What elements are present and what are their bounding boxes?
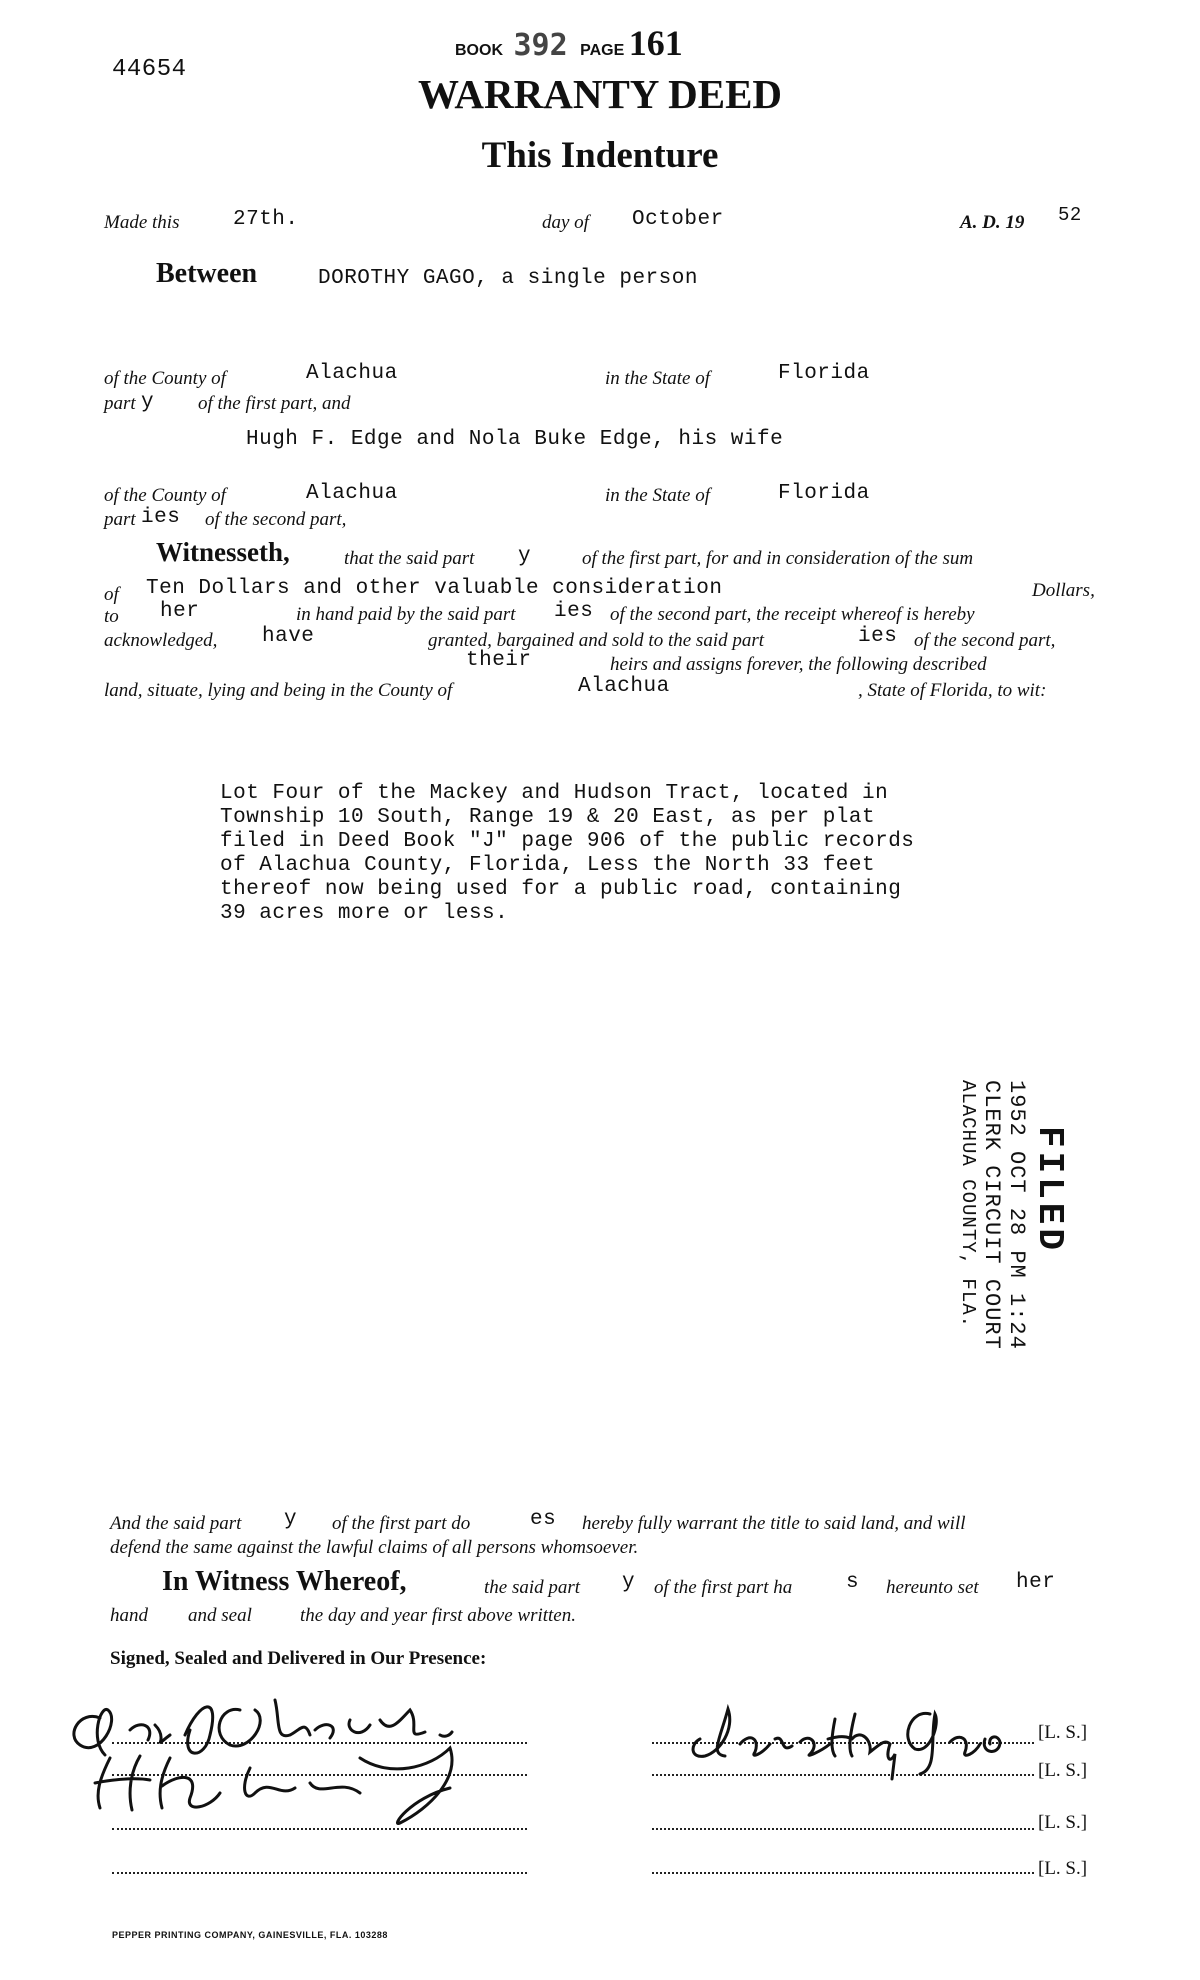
first-party-name: DOROTHY GAGO, a single person [318, 267, 698, 290]
party-label-1: part [104, 393, 136, 414]
ls-label-4: [L. S.] [1038, 1858, 1088, 1879]
year-value: 52 [1058, 204, 1082, 226]
month-value: October [632, 208, 724, 231]
in-witness-a: the said part [484, 1577, 581, 1598]
in-witness-e: hereunto set [886, 1577, 979, 1598]
book-label: BOOK [455, 42, 503, 59]
verb-value: have [262, 625, 315, 648]
signed-sealed-heading: Signed, Sealed and Delivered in Our Presence: [110, 1648, 487, 1669]
second-party-names: Hugh F. Edge and Nola Buke Edge, his wife [246, 428, 784, 451]
in-witness-c: of the first part ha [654, 1577, 793, 1598]
witnesseth-line1-c: of the first part, for and in consideration of the sum [582, 548, 974, 569]
ad-label: A. D. 19 [960, 212, 1025, 233]
page-label: PAGE [580, 42, 625, 59]
in-witness-f: her [1016, 1571, 1056, 1594]
witnesseth-line4-e: of the second part, [914, 630, 1056, 651]
witnesseth-line2-c: Dollars, [1032, 580, 1095, 601]
witnesseth-line4-a: acknowledged, [104, 630, 218, 651]
document-number: 44654 [112, 56, 187, 83]
ls-label-2: [L. S.] [1038, 1760, 1088, 1781]
state-label-1: in the State of [605, 368, 711, 389]
document-subtitle: This Indenture [481, 135, 719, 176]
state-value-2: Florida [778, 482, 870, 505]
filed-stamp-title: FILED [1029, 1126, 1070, 1255]
in-witness-label: In Witness Whereof, [162, 1566, 407, 1597]
witnesseth-line2-a: of [104, 584, 119, 605]
ls-label-1: [L. S.] [1038, 1722, 1088, 1743]
grantor-line-4 [652, 1872, 1034, 1874]
witnesseth-line1-a: that the said part [344, 548, 475, 569]
legal-line: Lot Four of the Mackey and Hudson Tract, located in [220, 782, 889, 805]
warranty-a: And the said part [110, 1513, 242, 1534]
witnesseth-line4-c: granted, bargained and sold to the said part [428, 630, 765, 651]
county-value-1: Alachua [306, 362, 398, 385]
legal-description [220, 782, 914, 926]
book-number: 392 [513, 28, 568, 63]
warranty-e: hereby fully warrant the title to said land, and will [582, 1513, 966, 1534]
party-suffix-1: y [141, 391, 155, 414]
in-witness-line2-a: hand [110, 1605, 148, 1626]
witnesseth-line6-a: land, situate, lying and being in the County of [104, 680, 453, 701]
legal-line: filed in Deed Book "J" page 906 of the public records [220, 830, 915, 853]
party-label-2: part [104, 509, 136, 530]
party-role-1: of the first part, and [198, 393, 351, 414]
grantor-line-3 [652, 1828, 1034, 1830]
day-value: 27th. [233, 208, 299, 231]
filed-stamp-county: ALACHUA COUNTY, FLA. [957, 1080, 979, 1329]
witnesseth-line1-b: y [518, 545, 532, 568]
witnesseth-line4-d: ies [858, 625, 898, 648]
filed-stamp-clerk: CLERK CIRCUIT COURT [979, 1080, 1004, 1350]
state-label-2: in the State of [605, 485, 711, 506]
legal-line: Township 10 South, Range 19 & 20 East, as per plat [220, 806, 876, 829]
in-witness-line2-b: and seal [188, 1605, 252, 1626]
ls-label-3: [L. S.] [1038, 1812, 1088, 1833]
filed-stamp-date: 1952 OCT 28 PM 1:24 [1004, 1080, 1029, 1350]
book-page-stamp [455, 22, 683, 64]
legal-line: 39 acres more or less. [220, 902, 509, 925]
legal-line: of Alachua County, Florida, Less the North 33 feet [220, 854, 876, 877]
document-title: WARRANTY DEED [417, 71, 783, 117]
witnesseth-line3-d: ies [554, 600, 594, 623]
witnesseth-line5-b: heirs and assigns forever, the following described [610, 654, 987, 675]
warranty-d: es [530, 1508, 557, 1531]
grantor-signature [680, 1684, 1060, 1779]
warranty-c: of the first part do [332, 1513, 471, 1534]
witness-line-4 [112, 1872, 527, 1874]
witnesseth-line6-c: , State of Florida, to wit: [858, 680, 1047, 701]
legal-line: thereof now being used for a public road, containing [220, 878, 902, 901]
state-value-1: Florida [778, 362, 870, 385]
pronoun-value: her [160, 600, 200, 623]
day-of-label: day of [542, 212, 589, 233]
land-county-value: Alachua [578, 675, 670, 698]
warranty-b: y [284, 1508, 298, 1531]
witness-2-signature [70, 1738, 530, 1848]
county-label-1: of the County of [104, 368, 226, 389]
witnesseth-label: Witnesseth, [156, 537, 290, 567]
in-witness-b: y [622, 1571, 636, 1594]
witnesseth-line3-c: in hand paid by the said part [296, 604, 516, 625]
party-role-2: of the second part, [205, 509, 347, 530]
county-value-2: Alachua [306, 482, 398, 505]
possessive-value: their [466, 649, 532, 672]
between-label: Between [156, 258, 258, 289]
witnesseth-line3-a: to [104, 606, 119, 627]
party-suffix-2: ies [141, 506, 181, 529]
consideration-value: Ten Dollars and other valuable consideration [146, 577, 723, 600]
in-witness-line2-c: the day and year first above written. [300, 1605, 576, 1626]
in-witness-d: s [846, 1571, 860, 1594]
made-this-label: Made this [104, 212, 180, 233]
witnesseth-line3-e: of the second part, the receipt whereof is hereby [610, 604, 975, 625]
warranty-line2: defend the same against the lawful claims of all persons whomsoever. [110, 1537, 639, 1558]
page-number: 161 [628, 23, 683, 63]
printer-line: PEPPER PRINTING COMPANY, GAINESVILLE, FLA. 103288 [112, 1930, 388, 1940]
county-label-2: of the County of [104, 485, 226, 506]
filed-stamp [957, 1080, 1070, 1350]
